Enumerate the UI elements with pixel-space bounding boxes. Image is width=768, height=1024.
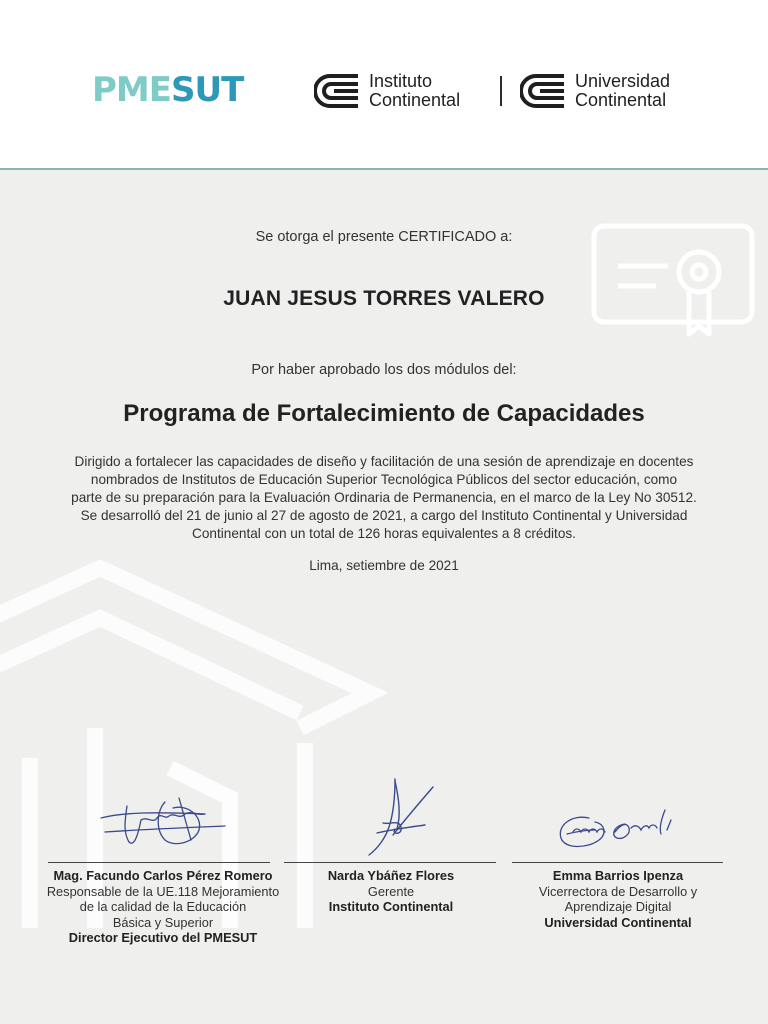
signature-line — [284, 862, 496, 863]
signatory-title-line: Responsable de la UE.118 Mejoramiento — [46, 883, 280, 899]
logo-divider — [500, 76, 502, 106]
signatory-title-line: Aprendizaje Digital — [564, 899, 672, 914]
signatory-title-line: Básica y Superior — [112, 914, 214, 930]
signatory-name: Narda Ybáñez Flores — [327, 868, 455, 883]
signatory-perez-romero — [30, 868, 296, 946]
continental-mark-icon — [314, 73, 360, 109]
signatory-title-line: Gerente — [367, 883, 415, 899]
universidad-continental-logo — [520, 72, 670, 110]
continental-mark-icon — [520, 73, 566, 109]
certificate-reason: Por haber aprobado los dos módulos del: — [251, 362, 517, 378]
signature-line — [48, 862, 270, 863]
signatory-name: Emma Barrios Ipenza — [552, 868, 684, 883]
instituto-logo-line1: Instituto — [369, 71, 433, 91]
signature-perez-romero — [95, 790, 235, 855]
universidad-logo-line2: Continental — [575, 90, 667, 110]
signatory-title-line: Vicerrectora de Desarrollo y — [538, 883, 698, 899]
signatory-org: Instituto Continental — [328, 899, 454, 914]
signatory-title-line: de la calidad de la Educación — [79, 899, 247, 914]
place-date: Lima, setiembre de 2021 — [309, 558, 459, 573]
signature-line — [512, 862, 723, 863]
certificate-intro: Se otorga el presente CERTIFICADO a: — [255, 229, 513, 245]
instituto-logo-line2: Continental — [369, 90, 461, 110]
signature-ybanez-flores — [355, 775, 445, 857]
program-description: Dirigido a fortalecer las capacidades de diseño y facilitación de una sesión de aprendizaje en docentes nombrados de Institutos de Educación Superior Tecnológica Públicos del sector educación, como parte de su preparación para la Evaluación Ordinaria de Permanencia, en el marco de la Ley No 30512. Se desarrolló del 21 de junio al 27 de agosto de 2021, a cargo del Instituto Continental y Universidad Continental con un total de 126 horas equivalentes a 8 créditos. — [71, 454, 697, 541]
recipient-name: JUAN JESUS TORRES VALERO — [223, 287, 545, 310]
instituto-continental-logo — [314, 72, 460, 110]
certificate-header — [0, 0, 768, 170]
signatory-org: Director Ejecutivo del PMESUT — [68, 930, 258, 945]
signatory-ybanez-flores — [280, 868, 502, 915]
signatory-barrios-ipenza — [508, 868, 728, 930]
universidad-logo-line1: Universidad — [575, 71, 671, 91]
signature-barrios-ipenza — [555, 800, 685, 856]
program-title: Programa de Fortalecimiento de Capacidades — [123, 400, 645, 427]
signatory-name: Mag. Facundo Carlos Pérez Romero — [53, 868, 273, 883]
pmesut-logo: PMESUT — [92, 70, 244, 110]
signatory-org: Universidad Continental — [544, 914, 692, 930]
